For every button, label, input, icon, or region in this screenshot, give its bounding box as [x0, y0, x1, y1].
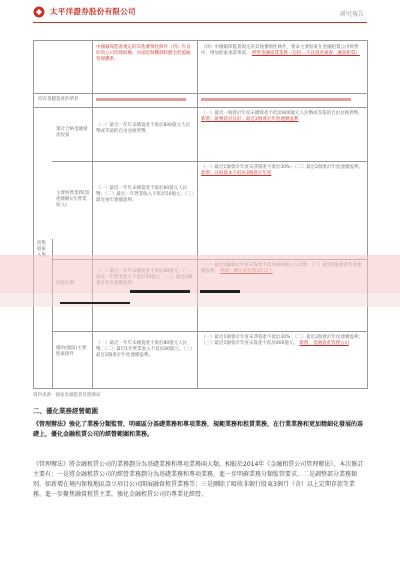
row-label: 持有基礎資產的債券 — [38, 97, 79, 102]
header-rule — [33, 22, 367, 23]
report-type: 研究報告 — [339, 11, 364, 18]
paragraph: 《管理辦法》將金融租賃公司的業務劃分為基礎業務和專項業務兩大類，相較於2014年《金融租賃公司管理辦法》，本次修訂主要有：一是將金融租賃公司的經營業務劃分為基礎業務和專項業務，進一步明確業務分類監管要求，二是調整部分業務類別，如新增在境內保稅地區設立項目公司開展融資租賃業務等；三是刪除了吸收非銀行股東3個月（含）以上定期存款等業務，進一步聚焦融資租賃主業，強化金融租賃公司的專業化經營。 — [33, 461, 364, 498]
cell-left-bottom: （一）最近一年年末總資產不低於80億元人民幣；（二）最近1年營業收入不低於80億元；（三）最近2個會計年度連續盈利。 — [96, 341, 193, 358]
cell-left-mid1: （一）最近一年年末總資產不低於800億元人民幣或等值的自由兌換貨幣。 — [96, 123, 191, 134]
table-divider — [34, 107, 367, 108]
cell-right-bottom: （一）最近1個會計年度末淨資產不低於30%；（二）最近2個會計年度連續盈利；（三）最近1個會計年度末資產不低於800億元。 新增：金融資產管理公司 — [201, 335, 363, 346]
redaction-bar — [130, 290, 190, 293]
cell-left-row1 — [96, 97, 194, 102]
row-label: 國內(地區)主要股東條件 — [56, 346, 87, 357]
cell-right-mid1: （一）最近一個會計年度末總資產不低於800億元人民幣或等值的自由兌換貨幣。 新增：財務狀況良好，最近2個會計年度連續盈利 — [201, 111, 363, 122]
row-label: 預計合格金融資產投資 — [56, 127, 88, 138]
brand-name: 太平洋證券股份有限公司 — [50, 7, 136, 16]
watermark-band — [0, 293, 400, 307]
group-label: 控股股東 — [37, 241, 46, 252]
cell-right-row1 — [201, 97, 363, 102]
page-header — [0, 0, 400, 26]
redaction-bar — [200, 290, 240, 293]
cell-left-top: 中國銀保監會規定的其他審慎性條件（四）有良好的公司治理結構、內部控制機制和健全的風險管理體系。 — [96, 45, 191, 62]
table-divider — [34, 93, 367, 94]
paragraph: 《管理辦法》強化了業務分類監管，明確區分基礎業務和專項業務，規範業務和租賃業務，在行業業務和更加精細化發展的基礎上，優化金融租賃公司的經營範圍和業務。 — [33, 421, 364, 438]
cell-right-mid2: （一）最近1個會計年度末淨資產不低於30%；（二）最近2個會計年度連續盈利。 新增：註冊資本不低於3個會計年度 — [201, 165, 363, 176]
row-label: 主要經營業務(資產總額)(年營業收入) — [56, 191, 90, 208]
company-logo-icon — [33, 6, 45, 18]
table-divider — [52, 161, 367, 162]
comparison-table — [33, 40, 368, 389]
table-source: 資料來源：國家金融監督管理總局 — [33, 393, 101, 398]
redaction-bar — [60, 302, 130, 304]
cell-right-top: （四）中國銀保監會規定的其他審慎性條件，要求主要股東在金融租賃公司經營中，增加股東承諾事項。 經營金融租賃業務（包括：不良資產處置、融資租賃） — [201, 45, 360, 56]
watermark-band — [0, 255, 400, 293]
cell-left-mid2: （一）最近一年年末總資產不低於80億元人民幣；（二）最近一年營業收入不低於50億元；（三）最近兩年連續盈利。 — [96, 186, 194, 203]
table-divider — [52, 331, 367, 332]
section-title: 二、優化業務經營範圍 — [33, 407, 98, 415]
